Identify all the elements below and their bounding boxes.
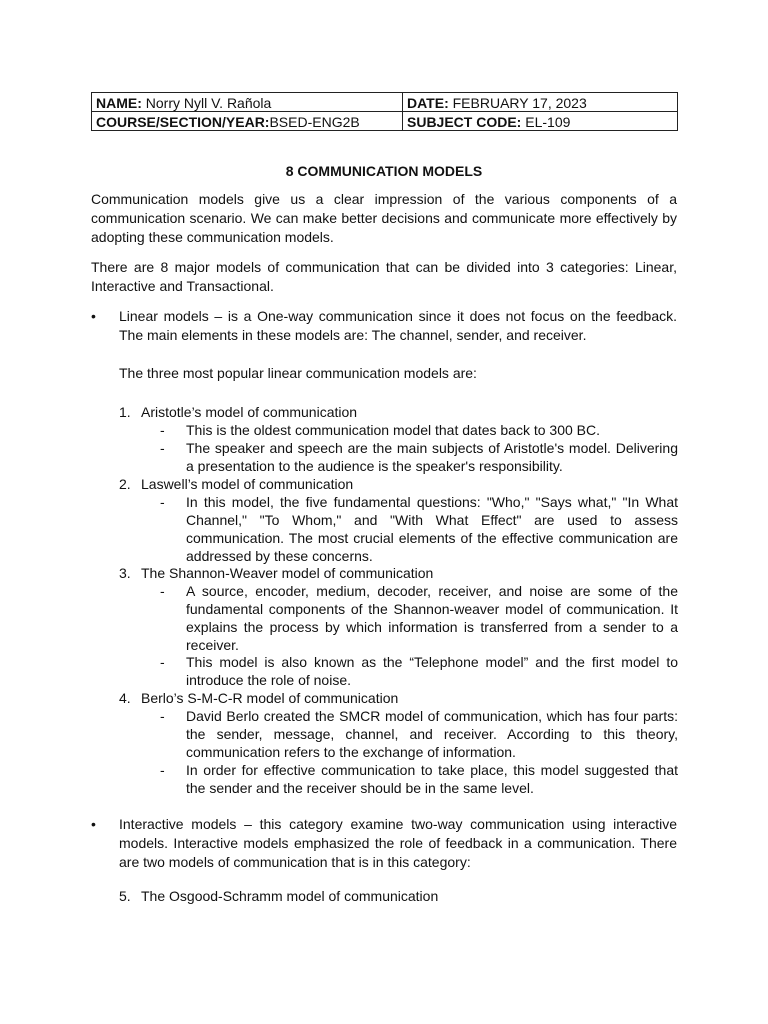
model-number: 4. [119,690,131,706]
model-number: 3. [119,565,131,581]
course-label: COURSE/SECTION/YEAR: [96,113,270,130]
point-text: A source, encoder, medium, decoder, receiver, and noise are some of the fundamental components of the Shannon-weaver model of communication. It explains the process by which information is transferred from a sender to a receiver. [186,583,678,653]
date-value: FEBRUARY 17, 2023 [448,94,587,111]
linear-models-lead: The three most popular linear communication models are: [119,365,477,381]
date-cell [403,93,678,112]
dash-icon: - [160,762,165,778]
dash-icon: - [160,440,165,456]
dash-icon: - [160,654,165,670]
linear-models-text: Linear models – is a One-way communication since it does not focus on the feedback. The main elements in these models are: The channel, sender, and receiver. [119,308,677,343]
course-cell [92,112,403,131]
dash-icon: - [160,422,165,438]
model-name: Aristotle’s model of communication [141,404,358,420]
header-table [91,92,678,131]
intro-paragraph-2: There are 8 major models of communication that can be divided into 3 categories: Linear, Interactive and Transactional. [91,259,677,294]
name-value: Norry Nyll V. Rañola [141,94,272,111]
point-text: David Berlo created the SMCR model of communication, which has four parts: the sender, message, channel, and receiver. According to this theory, communication refers to the exchange of information. [186,708,678,760]
model-number: 1. [119,404,131,420]
name-label: NAME: [96,94,142,111]
subject-cell [403,112,678,131]
point-text: This model is also known as the “Telephone model” and the first model to introduce the role of noise. [186,654,678,688]
intro-paragraph-1: Communication models give us a clear impression of the various components of a communication scenario. We can make better decisions and communicate more effectively by adopting these communication models. [91,191,677,245]
dash-icon: - [160,494,165,510]
model-number: 2. [119,476,131,492]
point-text: The speaker and speech are the main subjects of Aristotle's model. Delivering a presentation to the audience is the speaker's responsibility. [186,440,678,474]
subject-label: SUBJECT CODE: [407,113,522,130]
model-name: Laswell’s model of communication [141,476,354,492]
model-name: Berlo’s S-M-C-R model of communication [141,690,399,706]
course-value: BSED-ENG2B [269,113,360,130]
document-title: 8 COMMUNICATION MODELS [285,163,483,179]
dash-icon: - [160,708,165,724]
dash-icon: - [160,583,165,599]
name-cell [92,93,403,112]
model-name: The Shannon-Weaver model of communication [141,565,434,581]
point-text: In order for effective communication to take place, this model suggested that the sender and the receiver should be in the same level. [186,762,678,796]
point-text: This is the oldest communication model that dates back to 300 BC. [186,422,600,438]
date-label: DATE: [407,94,449,111]
bullet-icon: • [91,308,96,324]
model-name: The Osgood-Schramm model of communication [141,888,439,904]
point-text: In this model, the five fundamental questions: "Who," "Says what," "In What Channel," "To Whom," and "With What Effect" are used to assess communication. The most crucial elements of the effective communication are addressed by these concerns. [186,494,678,564]
subject-value: EL-109 [521,113,571,130]
interactive-models-text: Interactive models – this category examine two-way communication using interactive models. Interactive models emphasized the role of feedback in a communication. There are two models of communication that is in this category: [119,816,677,870]
model-number: 5. [119,888,131,904]
bullet-icon: • [91,816,96,832]
